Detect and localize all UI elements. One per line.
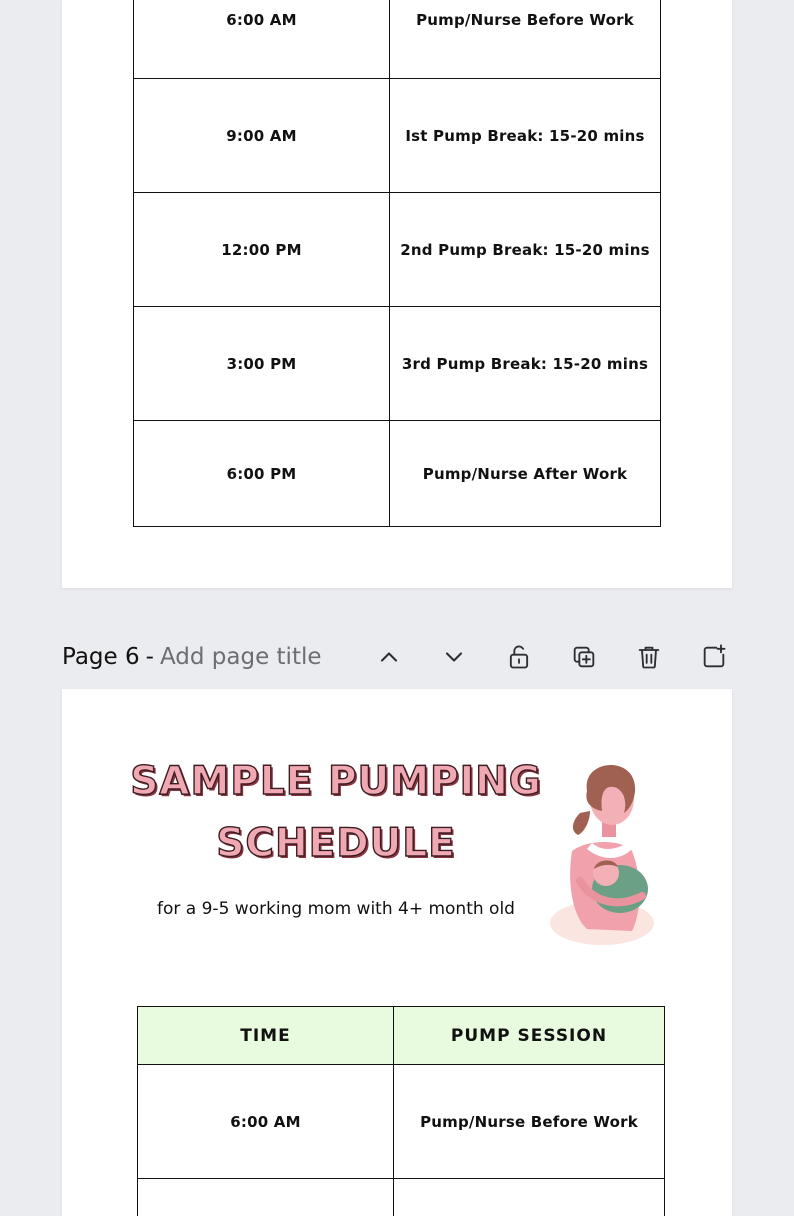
time-cell: 6:00 AM	[138, 1065, 394, 1179]
table-row	[134, 0, 661, 79]
session-cell: Pump/Nurse Before Work	[394, 1065, 665, 1179]
column-header-pump-session: PUMP SESSION	[394, 1007, 665, 1065]
table-row	[134, 307, 661, 421]
table-header-row	[138, 1007, 665, 1065]
title-line-2: SCHEDULE	[216, 821, 456, 866]
page-6-canvas[interactable]	[62, 689, 732, 1216]
move-page-up-button[interactable]	[371, 639, 407, 675]
time-cell: 9:00 AM	[134, 79, 390, 193]
duplicate-page-button[interactable]	[566, 639, 602, 675]
time-cell: 6:00 PM	[134, 421, 390, 527]
page-header	[62, 630, 732, 684]
page-toolbar	[342, 630, 732, 684]
table-row	[134, 421, 661, 527]
breastfeeding-mom-illustration	[532, 751, 662, 951]
time-cell: 12:00 PM	[134, 193, 390, 307]
title-line-1: SAMPLE PUMPING	[130, 759, 542, 804]
table-row	[134, 79, 661, 193]
session-cell: 3rd Pump Break: 15-20 mins	[390, 307, 661, 421]
lock-page-button[interactable]	[501, 639, 537, 675]
duplicate-page-icon	[570, 643, 598, 671]
table-row	[134, 193, 661, 307]
chevron-down-icon	[440, 643, 468, 671]
subtitle: for a 9-5 working mom with 4+ month old	[157, 899, 515, 919]
page-number-label: Page 6	[62, 644, 140, 670]
session-cell: 2nd Pump Break: 15-20 mins	[390, 193, 661, 307]
session-cell: Pump/Nurse Before Work	[390, 0, 661, 79]
page-5-canvas[interactable]	[62, 0, 732, 588]
delete-page-button[interactable]	[631, 639, 667, 675]
time-cell: 3:00 PM	[134, 307, 390, 421]
session-cell: Pump/Nurse After Work	[390, 421, 661, 527]
time-cell	[138, 1179, 394, 1216]
session-cell: Ist Pump Break: 15-20 mins	[390, 79, 661, 193]
chevron-up-icon	[375, 643, 403, 671]
trash-icon	[635, 643, 663, 671]
add-page-title-input[interactable]: Add page title	[159, 644, 322, 670]
table-row	[138, 1179, 665, 1216]
column-header-time: TIME	[138, 1007, 394, 1065]
schedule-table-page-5	[133, 0, 661, 527]
page-title-separator: -	[145, 644, 154, 670]
table-row	[138, 1065, 665, 1179]
add-page-icon	[700, 643, 728, 671]
session-cell	[394, 1179, 665, 1216]
add-page-button[interactable]	[696, 639, 732, 675]
time-cell: 6:00 AM	[134, 0, 390, 79]
move-page-down-button[interactable]	[436, 639, 472, 675]
schedule-table-page-6	[137, 1006, 665, 1216]
unlock-icon	[505, 643, 533, 671]
